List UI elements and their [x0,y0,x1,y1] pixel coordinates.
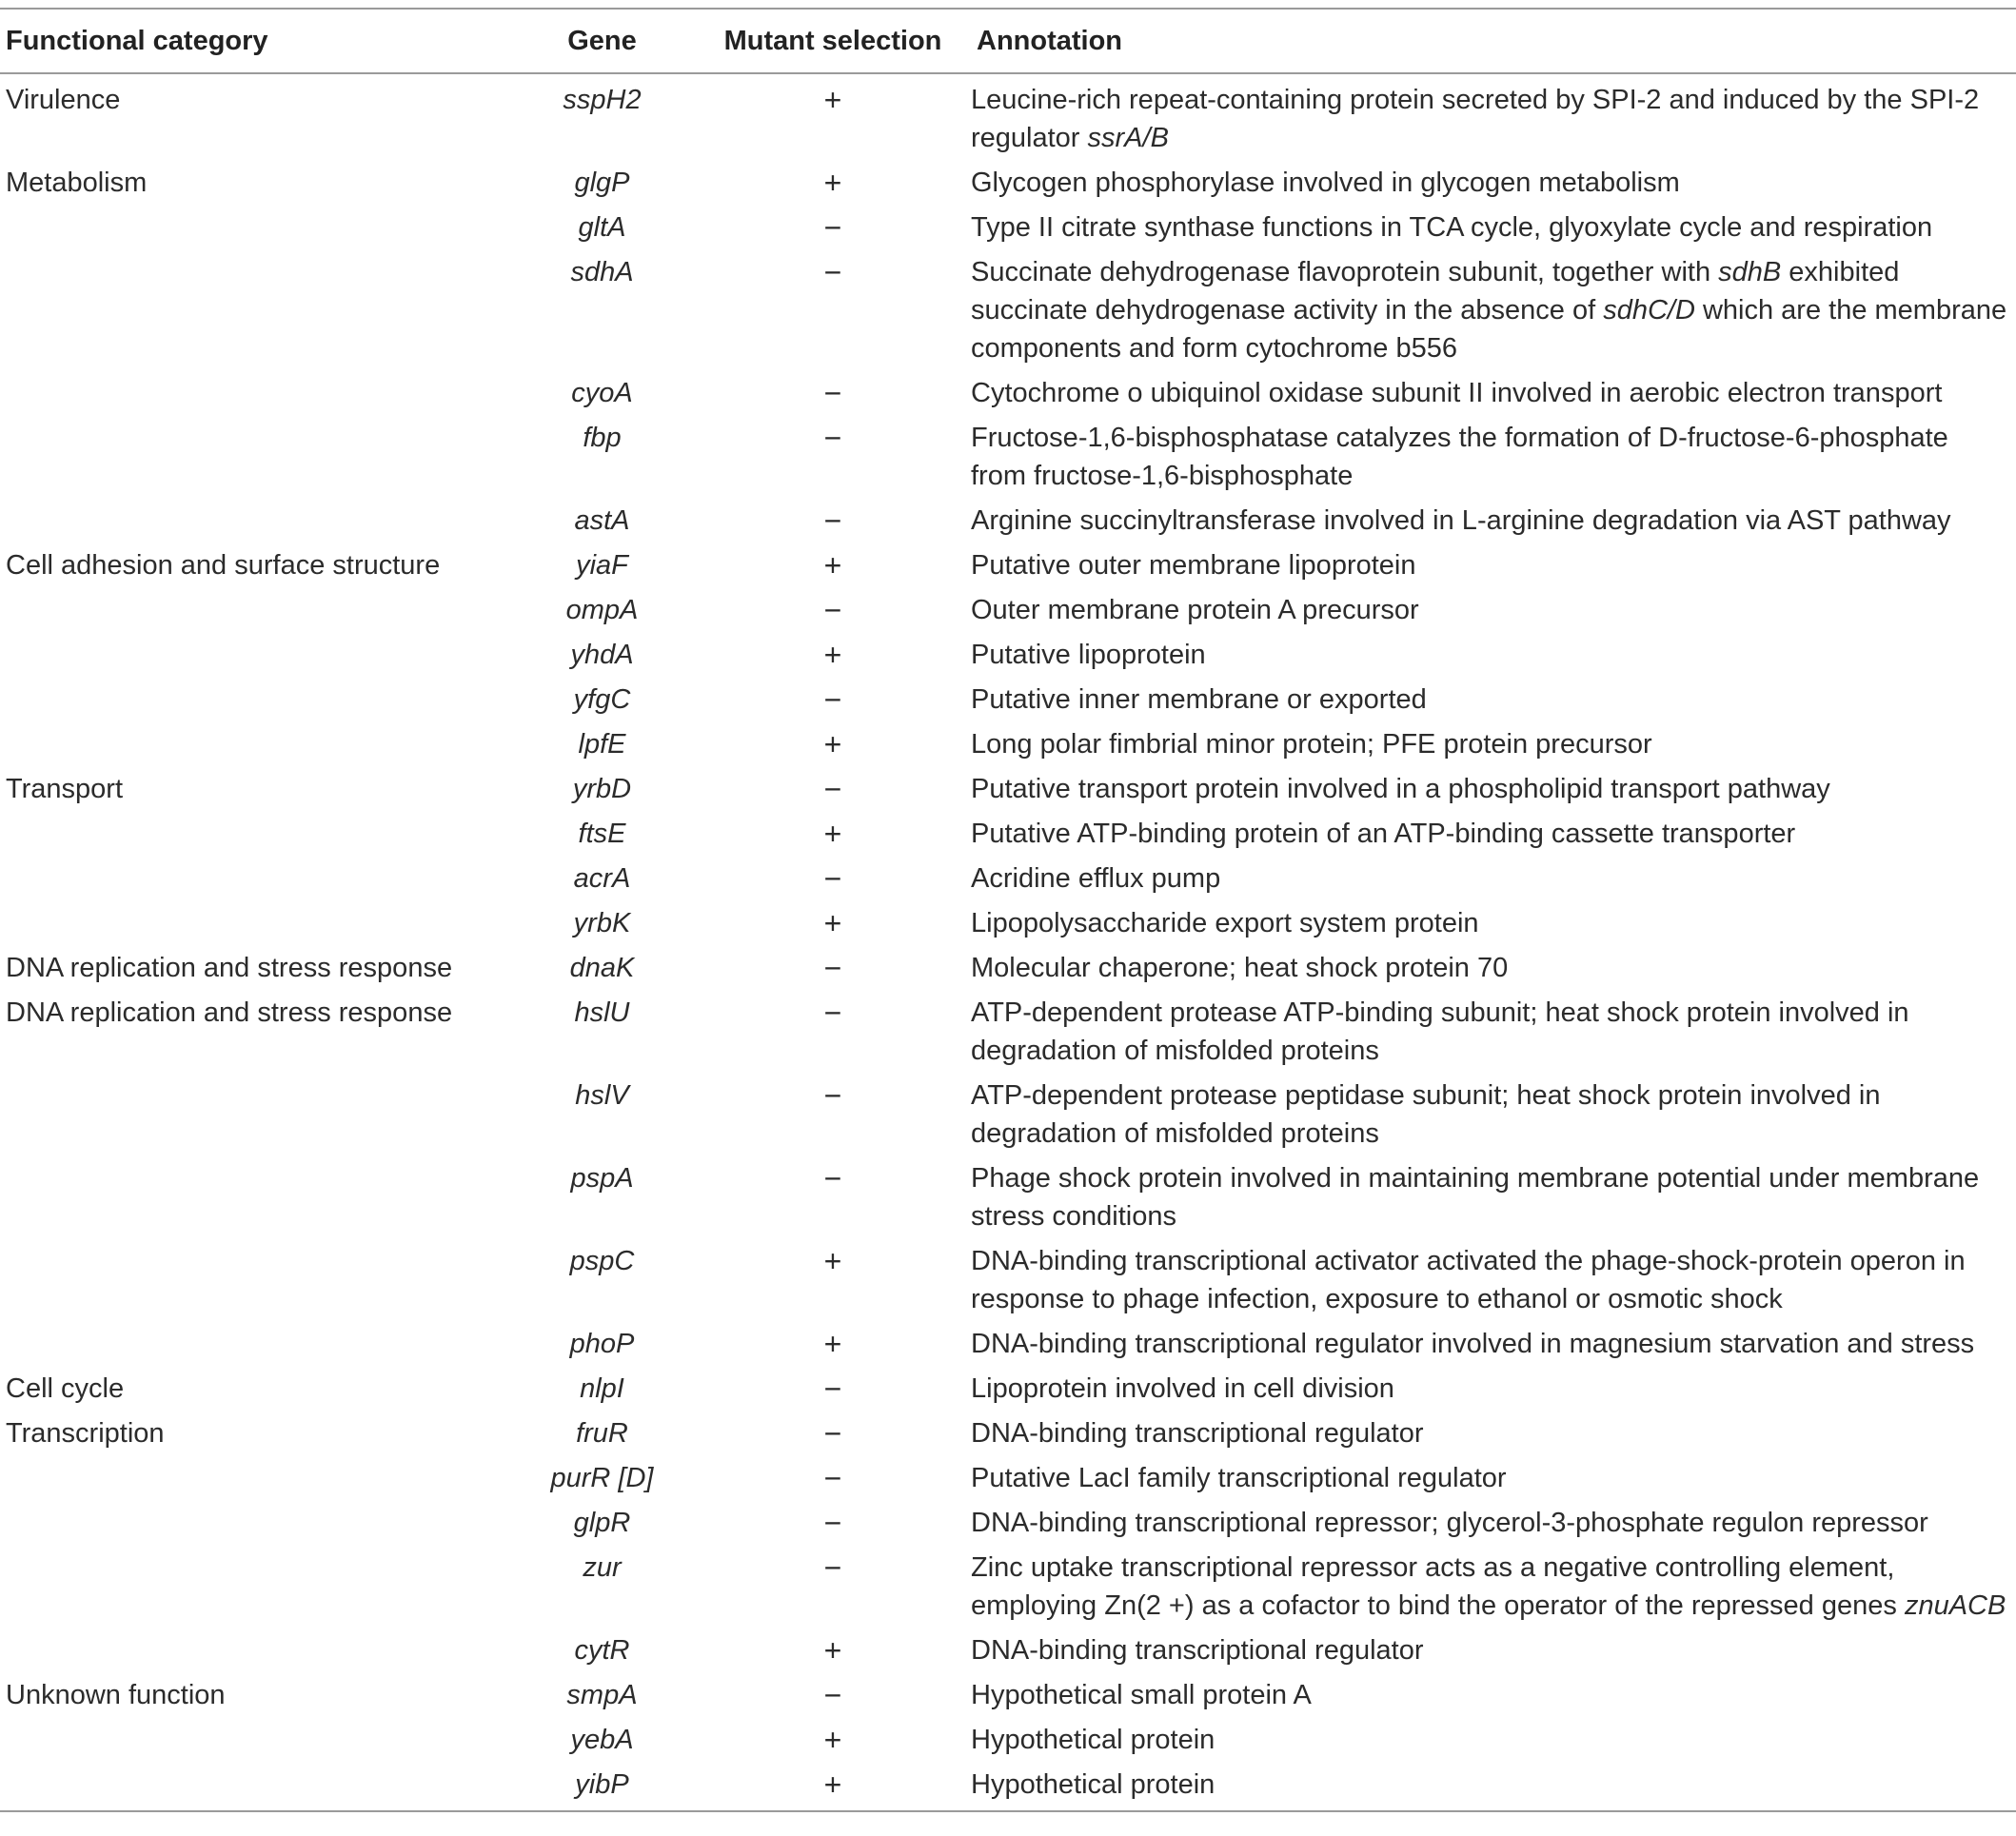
annotation-text: Putative lipoprotein [971,640,1206,670]
mutant-selection-cell: + [823,817,842,851]
gene-cell: ftsE [578,819,626,849]
mutant-selection-cell: + [823,1327,842,1361]
gene-cell: cytR [574,1635,630,1666]
gene-cell: smpA [566,1680,638,1710]
functional-category-cell [0,681,509,725]
annotation-cell [971,1631,2016,1676]
mutant-selection-cell: + [823,727,842,761]
annotation-cell [971,681,2016,725]
functional-category-cell [0,208,509,253]
annotation-cell [971,502,2016,546]
annotation-cell [971,591,2016,636]
annotation-cell [971,815,2016,859]
functional-category-cell [0,1459,509,1504]
annotation-text: Glycogen phosphorylase involved in glycogen metabolism [971,168,1680,198]
annotation-text: Fructose-1,6-bisphosphatase catalyzes the formation of D-fructose-6-phosphate from fructose-1,6-bisphosphate [971,423,1948,491]
mutant-selection-cell: + [823,548,842,582]
header-functional-category: Functional category [6,26,268,56]
annotation-text: Molecular chaperone; heat shock protein 70 [971,953,1509,983]
header-mutant-selection: Mutant selection [723,26,942,56]
annotation-cell [971,1242,2016,1325]
functional-category-cell [0,725,509,770]
annotation-text: Hypothetical protein [971,1769,1216,1800]
table-row [0,859,2016,904]
table-row [0,1370,2016,1414]
functional-category-cell [0,1504,509,1549]
mutant-selection-cell: + [823,166,842,200]
gene-cell: yebA [570,1725,634,1755]
table-row [0,770,2016,815]
table-row [0,1242,2016,1325]
annotation-text: which are the membrane components and form cytochrome b556 [971,295,2007,364]
table-row [0,681,2016,725]
functional-category-cell: Virulence [6,85,121,115]
mutant-selection-cell: − [823,682,842,717]
annotation-text: DNA-binding transcriptional activator activated the phage-shock-protein operon in response to phage infection, exposure to ethanol or osmotic shock [971,1246,1966,1314]
gene-cell: astA [574,505,630,536]
gene-cell: fbp [583,423,622,453]
functional-category-cell [0,1325,509,1370]
annotation-cell [971,1370,2016,1414]
functional-category-cell: DNA replication and stress response [6,953,453,983]
table-row [0,1504,2016,1549]
table-row [0,1549,2016,1631]
table-row [0,374,2016,419]
annotation-cell [971,1459,2016,1504]
table-row [0,546,2016,591]
annotation-gene-name: sdhB [1718,257,1782,287]
annotation-text: Lipoprotein involved in cell division [971,1373,1394,1404]
annotation-text: Leucine-rich repeat-containing protein secreted by SPI-2 and induced by the SPI-2 regulator [971,85,1980,153]
annotation-cell [971,208,2016,253]
mutant-selection-cell: + [823,906,842,940]
gene-cell: dnaK [569,953,635,983]
annotation-text: DNA-binding transcriptional regulator [971,1418,1424,1449]
mutant-selection-cell: − [823,772,842,806]
mutant-selection-cell: − [823,996,842,1030]
mutant-selection-cell: − [823,1416,842,1451]
functional-category-cell [0,1549,509,1631]
functional-category-cell [0,1076,509,1159]
annotation-cell [971,1766,2016,1811]
table-row [0,904,2016,949]
functional-category-cell [0,591,509,636]
annotation-cell [971,374,2016,419]
annotation-text: Hypothetical small protein A [971,1680,1312,1710]
gene-cell: lpfE [578,729,626,760]
annotation-text: Type II citrate synthase functions in TCA cycle, glyoxylate cycle and respiration [971,212,1933,243]
annotation-text: Putative inner membrane or exported [971,684,1427,715]
annotation-cell [971,1159,2016,1242]
functional-category-cell [0,1721,509,1766]
table-row [0,502,2016,546]
annotation-text: Acridine efflux pump [971,863,1221,894]
annotation-text: Putative LacI family transcriptional regulator [971,1463,1507,1493]
annotation-text: Phage shock protein involved in maintaining membrane potential under membrane stress conditions [971,1163,1980,1232]
annotation-text: exhibited succinate dehydrogenase activity in the absence of [971,257,1900,326]
functional-category-cell [0,859,509,904]
mutant-selection-cell: − [823,1161,842,1195]
annotation-cell [971,419,2016,502]
annotation-gene-name: znuACB [1904,1590,2006,1621]
table-row [0,1159,2016,1242]
gene-cell: sdhA [570,257,634,287]
table-row [0,164,2016,208]
table-row [0,419,2016,502]
gene-cell: nlpI [580,1373,624,1404]
gene-cell: hslV [575,1080,629,1111]
gene-cell: pspC [569,1246,635,1276]
table-row [0,949,2016,994]
gene-cell: yrbD [572,774,632,804]
table-row [0,591,2016,636]
gene-cell: cyoA [571,378,633,408]
mutant-selection-cell: − [823,1372,842,1406]
annotation-cell [971,904,2016,949]
mutant-selection-cell: − [823,255,842,289]
functional-category-cell [0,815,509,859]
mutant-selection-cell: + [823,1767,842,1802]
mutant-selection-cell: + [823,1244,842,1278]
table-row [0,1459,2016,1504]
annotation-cell [971,164,2016,208]
annotation-gene-name: sdhC/D [1603,295,1695,326]
gene-table [0,8,2016,1812]
table-row [0,1076,2016,1159]
annotation-cell [971,1325,2016,1370]
functional-category-cell: Transcription [6,1418,165,1449]
annotation-text: Lipopolysaccharide export system protein [971,908,1479,938]
gene-cell: ompA [565,595,639,625]
mutant-selection-cell: − [823,210,842,245]
mutant-selection-cell: − [823,861,842,896]
annotation-text: Outer membrane protein A precursor [971,595,1419,625]
functional-category-cell [0,253,509,374]
annotation-cell [971,770,2016,815]
annotation-text: Putative ATP-binding protein of an ATP-binding cassette transporter [971,819,1796,849]
annotation-cell [971,1721,2016,1766]
gene-cell: phoP [569,1329,635,1359]
gene-cell: zur [583,1552,622,1583]
annotation-text: DNA-binding transcriptional regulator [971,1635,1424,1666]
functional-category-cell: DNA replication and stress response [6,997,453,1028]
mutant-selection-cell: + [823,1633,842,1668]
annotation-cell [971,1676,2016,1721]
table-row [0,815,2016,859]
mutant-selection-cell: + [823,83,842,117]
table-row [0,725,2016,770]
table-row [0,1676,2016,1721]
functional-category-cell: Cell adhesion and surface structure [6,550,441,581]
mutant-selection-cell: + [823,638,842,672]
annotation-text: Long polar fimbrial minor protein; PFE protein precursor [971,729,1652,760]
annotation-cell [971,253,2016,374]
gene-cell: glpR [573,1508,631,1538]
functional-category-cell [0,1159,509,1242]
annotation-cell [971,73,2016,164]
gene-cell: pspA [570,1163,634,1194]
table-row [0,253,2016,374]
gene-cell: yfgC [573,684,631,715]
annotation-text: DNA-binding transcriptional regulator involved in magnesium starvation and stress [971,1329,1975,1359]
functional-category-cell [0,1631,509,1676]
gene-cell: sspH2 [563,85,642,115]
gene-cell: yhdA [570,640,634,670]
annotation-text: Cytochrome o ubiquinol oxidase subunit II involved in aerobic electron transport [971,378,1943,408]
gene-cell: acrA [573,863,631,894]
table-row [0,1414,2016,1459]
mutant-selection-cell: − [823,1678,842,1712]
annotation-cell [971,859,2016,904]
table-row [0,994,2016,1076]
annotation-cell [971,546,2016,591]
table-row [0,1766,2016,1811]
mutant-selection-cell: − [823,1550,842,1585]
mutant-selection-cell: − [823,421,842,455]
functional-category-cell: Cell cycle [6,1373,125,1404]
table-row [0,1325,2016,1370]
gene-cell: gltA [578,212,626,243]
table-body [0,73,2016,1811]
functional-category-cell [0,502,509,546]
mutant-selection-cell: − [823,376,842,410]
annotation-text: Succinate dehydrogenase flavoprotein subunit, together with [971,257,1719,287]
gene-cell: glgP [574,168,630,198]
annotation-text: Zinc uptake transcriptional repressor acts as a negative controlling element, employing Zn(2 +) as a cofactor to bind the operator of the repressed genes [971,1552,1905,1621]
gene-cell: yrbK [573,908,631,938]
annotation-gene-name: ssrA/B [1087,123,1169,153]
annotation-text: ATP-dependent protease ATP-binding subunit; heat shock protein involved in degradation of misfolded proteins [971,997,1909,1066]
annotation-text: Hypothetical protein [971,1725,1216,1755]
functional-category-cell [0,636,509,681]
table-row [0,208,2016,253]
functional-category-cell [0,1766,509,1811]
table-row [0,1721,2016,1766]
mutant-selection-cell: − [823,951,842,985]
gene-cell: purR [D] [550,1463,654,1493]
gene-cell: fruR [576,1418,628,1449]
mutant-selection-cell: + [823,1723,842,1757]
gene-cell: hslU [574,997,630,1028]
annotation-cell [971,636,2016,681]
functional-category-cell: Unknown function [6,1680,226,1710]
mutant-selection-cell: − [823,593,842,627]
table-header [0,9,2016,73]
table-row [0,1631,2016,1676]
functional-category-cell: Transport [6,774,124,804]
annotation-cell [971,725,2016,770]
header-row [0,9,2016,73]
table-row [0,73,2016,164]
mutant-selection-cell: − [823,1461,842,1495]
gene-cell: yibP [575,1769,629,1800]
header-gene: Gene [567,26,637,56]
annotation-text: Putative outer membrane lipoprotein [971,550,1416,581]
annotation-cell [971,949,2016,994]
functional-category-cell [0,419,509,502]
annotation-cell [971,1414,2016,1459]
annotation-cell [971,1076,2016,1159]
functional-category-cell [0,1242,509,1325]
annotation-text: ATP-dependent protease peptidase subunit; heat shock protein involved in degradation of misfolded proteins [971,1080,1881,1149]
mutant-selection-cell: − [823,1078,842,1113]
functional-category-cell: Metabolism [6,168,148,198]
annotation-text: DNA-binding transcriptional repressor; glycerol-3-phosphate regulon repressor [971,1508,1928,1538]
annotation-cell [971,1504,2016,1549]
functional-category-cell [0,374,509,419]
annotation-cell [971,994,2016,1076]
table-row [0,636,2016,681]
functional-category-cell [0,904,509,949]
gene-cell: yiaF [576,550,628,581]
mutant-selection-cell: − [823,1506,842,1540]
annotation-text: Putative transport protein involved in a phospholipid transport pathway [971,774,1830,804]
header-annotation: Annotation [977,26,1123,56]
annotation-cell [971,1549,2016,1631]
annotation-text: Arginine succinyltransferase involved in L-arginine degradation via AST pathway [971,505,1951,536]
mutant-selection-cell: − [823,503,842,538]
